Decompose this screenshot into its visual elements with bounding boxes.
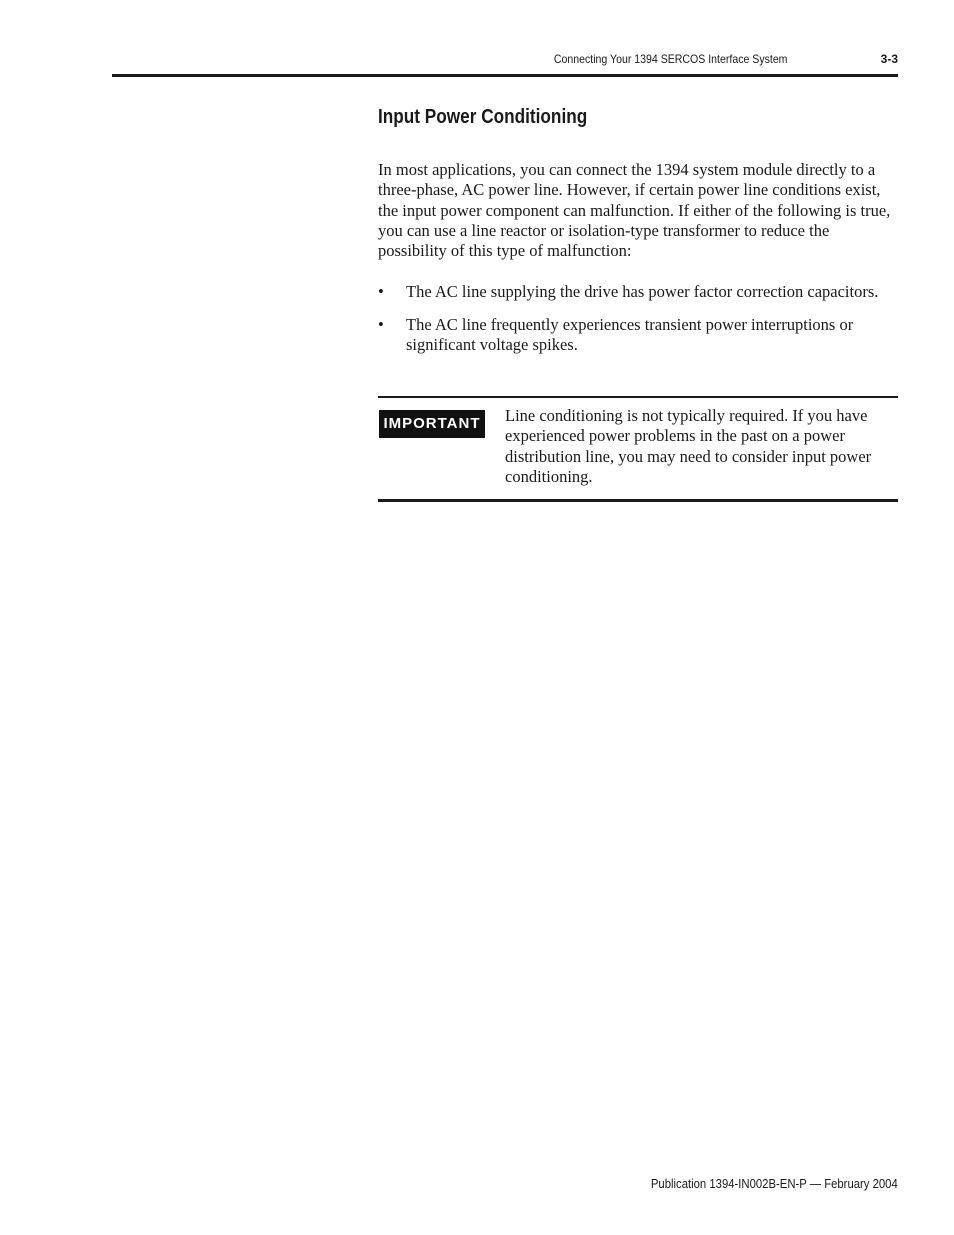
list-item bbox=[378, 315, 898, 356]
page-number: 3-3 bbox=[880, 52, 898, 66]
important-text: Line conditioning is not typically required. If you have experienced power problems in the past on a power distribution line, you may need to consider input power conditioning. bbox=[505, 406, 872, 486]
bullet-icon: • bbox=[378, 282, 384, 301]
important-callout bbox=[378, 396, 898, 502]
bullet-icon: • bbox=[378, 314, 384, 334]
list-item bbox=[378, 282, 898, 302]
running-header-title: Connecting Your 1394 SERCOS Interface System bbox=[553, 52, 787, 66]
important-label: IMPORTANT bbox=[379, 410, 485, 438]
condition-list bbox=[378, 282, 898, 368]
publication-footer: Publication 1394-IN002B-EN-P — February 2004 bbox=[651, 1176, 898, 1191]
header-rule bbox=[112, 74, 898, 77]
list-item-text: The AC line frequently experiences transient power interruptions or significant voltage spikes. bbox=[406, 314, 854, 355]
section-title: Input Power Conditioning bbox=[378, 106, 588, 128]
list-item-text: The AC line supplying the drive has power factor correction capacitors. bbox=[406, 282, 879, 301]
intro-paragraph: In most applications, you can connect the 1394 system module directly to a three-phase, AC power line. However, if certain power line conditions exist, the input power component can malfunction. If either of the following is true, you can use a line reactor or isolation-type transformer to reduce the possibility of this type of malfunction: bbox=[378, 160, 891, 261]
